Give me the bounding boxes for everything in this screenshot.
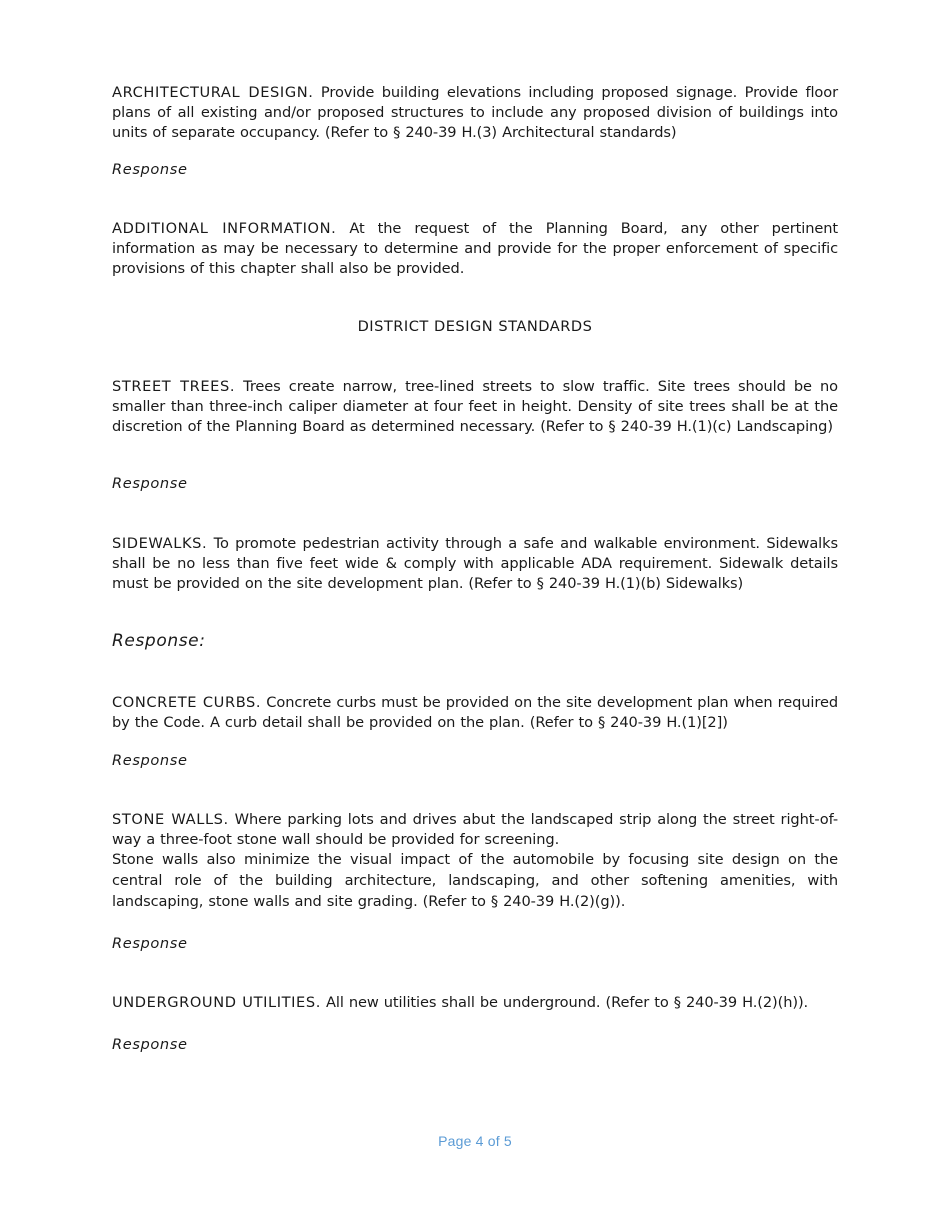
- section-heading: STREET TREES.: [112, 378, 236, 395]
- page-number-footer: Page 4 of 5: [438, 1133, 512, 1149]
- section-heading: ADDITIONAL INFORMATION.: [112, 220, 337, 237]
- section-heading: UNDERGROUND UTILITIES.: [112, 994, 321, 1011]
- response-label: Response: [112, 935, 188, 952]
- section-body: Concrete curbs must be provided on the site development plan when required by the Code. A curb detail shall be provided on the plan. (Refer to § 240-39 H.(1)[2]): [112, 694, 838, 731]
- response-label: Response: [112, 475, 188, 492]
- response-label: Response: [112, 1036, 188, 1053]
- section-heading: STONE WALLS.: [112, 811, 229, 828]
- section-body: At the request of the Planning Board, any other pertinent information as may be necessary to determine and provide for the proper enforcement of specific provisions of this chapter shall also be provided.: [112, 220, 838, 277]
- concrete-curbs-paragraph: [112, 693, 838, 733]
- additional-information-paragraph: [112, 219, 838, 278]
- stone-walls-paragraph-continued: Stone walls also minimize the visual impact of the automobile by focusing site design on the central role of the building architecture, landscaping, and other softening amenities, with landscaping, stone walls and site grading. (Refer to § 240-39 H.(2)(g)).: [112, 851, 838, 910]
- response-label: Response: [112, 752, 188, 769]
- section-body: Provide building elevations including proposed signage. Provide floor plans of all existing and/or proposed structures to include any proposed division of buildings into units of separate occupancy. (Refer to § 240-39 H.(3) Architectural standards): [112, 84, 838, 141]
- underground-utilities-paragraph: [112, 993, 838, 1013]
- sidewalks-paragraph: [112, 534, 838, 593]
- section-body: Trees create narrow, tree-lined streets to slow traffic. Site trees should be no smaller than three-inch caliper diameter at four feet in height. Density of site trees shall be at the discretion of the Planning Board as determined necessary. (Refer to § 240-39 H.(1)(c) Landscaping): [112, 378, 838, 435]
- section-heading: CONCRETE CURBS.: [112, 694, 262, 711]
- section-heading: SIDEWALKS.: [112, 535, 208, 552]
- street-trees-paragraph: [112, 377, 838, 436]
- response-label: Response: [112, 161, 188, 178]
- district-design-standards-title: DISTRICT DESIGN STANDARDS: [357, 318, 593, 335]
- response-label: Response:: [112, 631, 206, 651]
- stone-walls-paragraph: [112, 810, 838, 850]
- section-body: Where parking lots and drives abut the landscaped strip along the street right-of-way a three-foot stone wall should be provided for screening.: [112, 811, 839, 848]
- architectural-design-paragraph: [112, 83, 838, 142]
- section-heading: ARCHITECTURAL DESIGN.: [112, 84, 314, 101]
- section-body: To promote pedestrian activity through a safe and walkable environment. Sidewalks shall be no less than five feet wide & comply with applicable ADA requirement. Sidewalk details must be provided on the site development plan. (Refer to § 240-39 H.(1)(b) Sidewalks): [112, 535, 838, 592]
- section-body: All new utilities shall be underground. (Refer to § 240-39 H.(2)(h)).: [320, 994, 809, 1011]
